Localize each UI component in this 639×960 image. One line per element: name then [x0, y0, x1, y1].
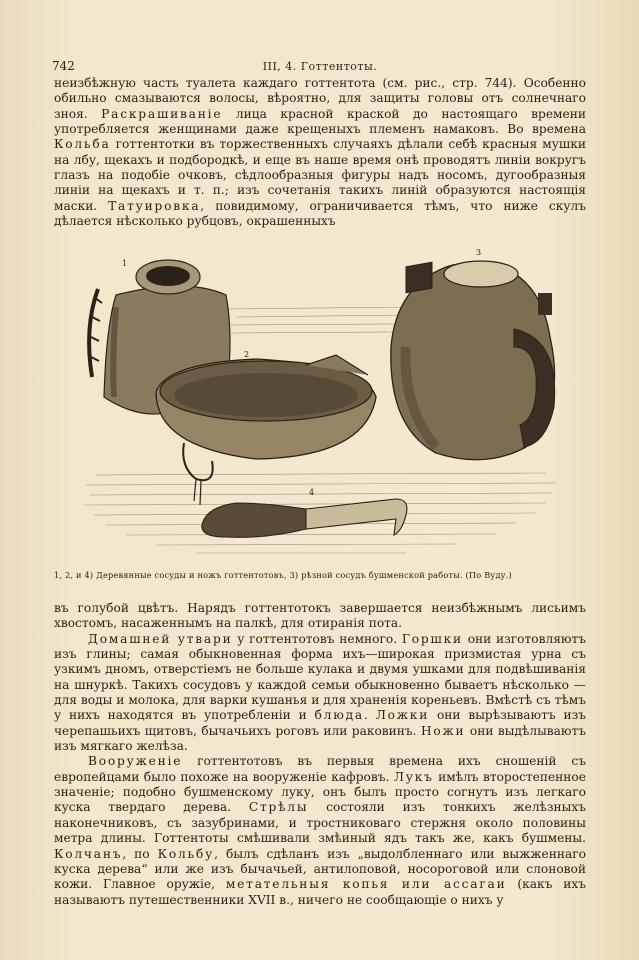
paragraph	[54, 601, 586, 632]
text-run: .	[364, 708, 376, 723]
figure-label-4: 4	[309, 488, 315, 497]
figure-label-3: 3	[476, 248, 482, 257]
spaced-emphasis: Стрѣлы	[248, 800, 309, 815]
text-run: , по	[122, 846, 158, 861]
spaced-emphasis: Горшки	[401, 631, 463, 646]
running-title: III, 4. Готтентоты.	[262, 60, 378, 73]
text-run: у готтентотовъ немного.	[232, 631, 402, 646]
text-run: они вырѣзываютъ изъ черепашьихъ щитовъ, бычачьихъ роговъ или раковинъ.	[54, 708, 586, 738]
paragraph	[54, 754, 586, 907]
spaced-emphasis: блюда	[314, 708, 364, 723]
figure-label-1: 1	[122, 259, 128, 268]
text-run: лица красной краской до настоящаго времени употребляется женщинами даже крещеныхъ племенъ намаковъ. Во времена	[54, 106, 586, 137]
engraving-wooden-vessels	[76, 247, 566, 569]
paragraph	[54, 632, 586, 755]
text-run: они изготовляютъ изъ глины; самая обыкновенная форма ихъ—широкая призмистая урна съ узкимъ дномъ, отверстіемъ не больше кулака и двумя ушками для подвѣшиванія на шнуркѣ. Такихъ сосудовъ у каждой семьи обыкновенно бываетъ нѣсколько — для воды и молока, для варки кушанья и для храненія кореньевъ. Вмѣстѣ съ тѣмъ у нихъ находятся въ употребленіи и	[54, 631, 587, 723]
text-block-top	[54, 76, 586, 229]
text-run: , былъ сдѣланъ изъ „выдолбленнаго или выжженнаго куска дерева“ или же изъ бычачьей, антилоповой, носороговой или слоновой кожи. Главное оружіе,	[54, 846, 586, 892]
spaced-emphasis: Раскрашиваніе	[101, 106, 223, 121]
spaced-emphasis: Кольба	[54, 137, 111, 152]
spaced-emphasis: метательныя копья или ассагаи	[225, 877, 507, 892]
spaced-emphasis: Вооруженіе	[88, 754, 183, 769]
knife-4	[202, 499, 407, 537]
page-number: 742	[52, 59, 75, 73]
text-run: они выдѣлываютъ изъ мягкаго желѣза.	[54, 723, 586, 754]
vessel-3-carved	[391, 261, 555, 460]
text-block-bottom	[54, 601, 586, 908]
text-run: (какъ ихъ называютъ путешественники XVII в., ничего не сообщающіе о нихъ у	[54, 877, 587, 907]
text-run: готтентотки въ торжественныхъ случаяхъ дѣлали себѣ красныя мушки на лбу, щекахъ и подбородкѣ, и еще въ наше время онѣ проводятъ линіи вокругъ глазъ на подобіе очковъ, сѣдлообразныя фигуры надъ носомъ, дугообразныя линіи на щекахъ и т. п.; изъ сочетанія такихъ линій образуются настоящія маски.	[54, 137, 586, 213]
spaced-emphasis: Лукъ	[393, 769, 434, 784]
figure-caption: 1, 2, и 4) Деревянные сосуды и ножъ готтентотовъ, 3) рѣзной сосудъ бушменской работы. (По Вуду.)	[54, 570, 512, 580]
text-run: неизбѣжную часть туалета каждаго готтентота (см. рис., стр. 744). Особенно обильно смазываются волосы, вѣроятно, для защиты головы отъ солнечнаго зноя.	[54, 76, 586, 121]
figure-illustration	[76, 247, 566, 569]
spaced-emphasis: Татуировка	[108, 198, 201, 213]
paragraph	[54, 76, 586, 229]
spaced-emphasis: Домашней утвари	[88, 631, 233, 646]
spaced-emphasis: Ножи	[420, 723, 466, 738]
figure-label-2: 2	[244, 350, 250, 359]
text-run: , повидимому, ограничивается тѣмъ, что ниже скулъ дѣлается нѣсколько рубцовъ, окрашенныхъ	[54, 198, 587, 229]
text-run: состояли изъ тонкихъ желѣзныхъ наконечниковъ, съ зазубринами, и тростниковаго стержня около половины метра длины. Готтентоты смѣшивали змѣиный ядъ такъ же, какъ бушмены.	[54, 800, 587, 846]
text-run: готтентотовъ въ первыя времена ихъ сношеній съ европейцами было похоже на вооруженіе кафровъ.	[54, 754, 586, 784]
spaced-emphasis: Колчанъ	[54, 846, 123, 861]
spaced-emphasis: Ложки	[375, 708, 430, 723]
spaced-emphasis: Кольбу	[157, 846, 215, 861]
text-run: имѣлъ второстепенное значеніе; подобно бушменскому луку, онъ былъ просто согнутъ изъ легкаго куска твердаго дерева.	[54, 769, 586, 815]
page-header	[52, 59, 588, 75]
text-run: въ голубой цвѣтъ. Нарядъ готтентотокъ завершается неизбѣжнымъ лисьимъ хвостомъ, насаженнымъ на палкѣ, для отиранія пота.	[54, 601, 586, 631]
vessel-2-dish	[156, 355, 376, 505]
